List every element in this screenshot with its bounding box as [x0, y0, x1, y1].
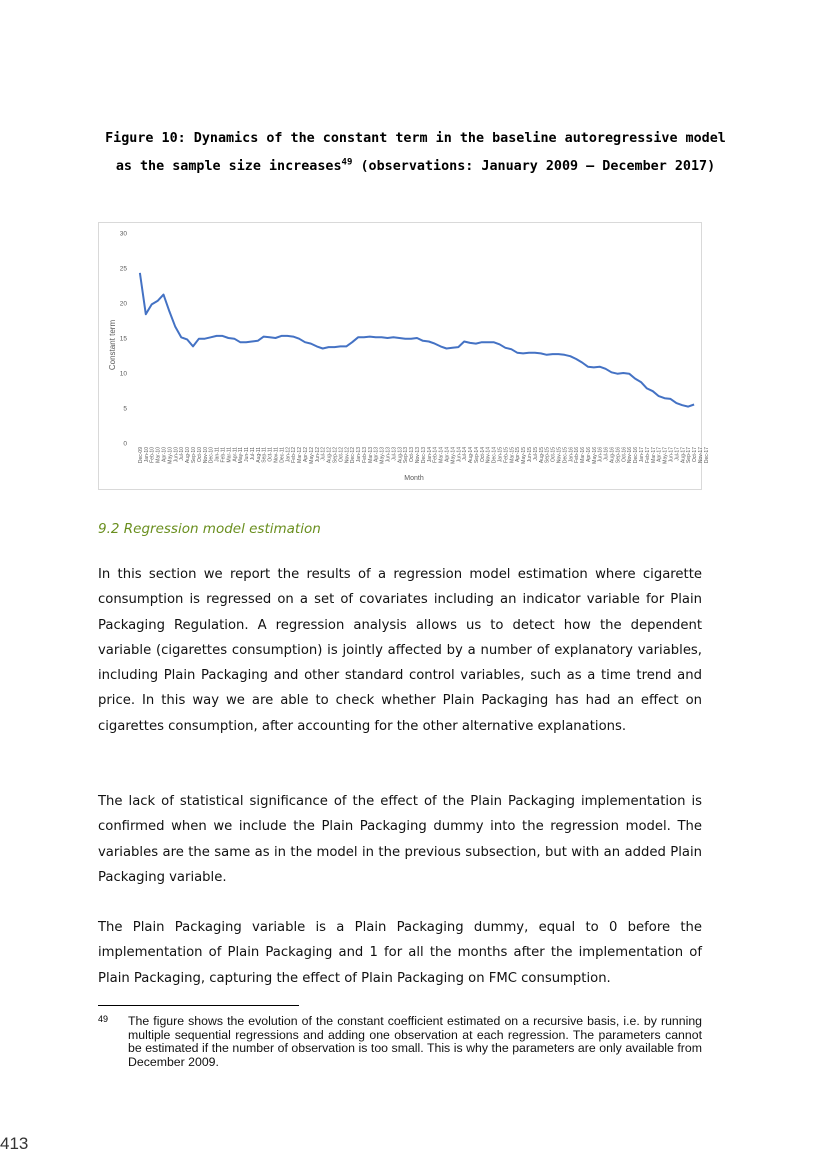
x-tick-label: Nov-12 [344, 447, 351, 464]
x-tick-label: Apr-16 [585, 447, 592, 463]
x-tick-label: Feb-17 [644, 447, 651, 463]
x-tick-label: May-16 [591, 447, 598, 464]
x-tick-label: Feb-13 [361, 447, 368, 463]
x-tick-label: Jan-12 [285, 447, 292, 463]
x-tick-label: Mar-16 [580, 447, 587, 463]
x-tick-label: Dec-15 [562, 447, 569, 464]
x-tick-label: Feb-15 [503, 447, 510, 463]
x-tick-label: Sep-15 [544, 447, 551, 464]
x-tick-label: Sep-14 [473, 447, 480, 464]
x-tick-label: Dec-14 [491, 447, 498, 464]
paragraph-3: The Plain Packaging variable is a Plain Packaging dummy, equal to 0 before the implementation of Plain Packaging and 1 for all the months after the implementation of Plain Packaging, capturing the effect of Plain Packaging on FMC consumption. [98, 920, 702, 986]
page-number: 413 [0, 1134, 29, 1153]
x-tick-label: Dec-12 [350, 447, 357, 464]
x-tick-label: Sep-12 [332, 447, 339, 464]
x-tick-label: Mar-10 [155, 447, 162, 463]
x-tick-label: Apr-14 [444, 447, 451, 463]
line-chart [98, 222, 710, 490]
x-tick-label: Aug-12 [326, 447, 333, 464]
x-tick-label: Sep-13 [403, 447, 410, 464]
y-tick-label: 20 [119, 300, 127, 308]
figure-title-text: Figure 10: Dynamics of the constant term in the baseline autoregressive model as the sample size increases [105, 131, 726, 174]
y-axis [120, 231, 128, 448]
x-tick-label: May-14 [450, 447, 457, 464]
x-tick-label: Jul-15 [532, 447, 539, 461]
x-tick-label: Jun-14 [456, 447, 463, 463]
x-tick-label: Nov-13 [415, 447, 421, 464]
x-tick-label: Dec-09 [137, 447, 144, 464]
x-tick-label: Jun-13 [385, 447, 392, 463]
x-tick-label: Oct-10 [196, 447, 203, 463]
y-tick-label: 10 [119, 370, 127, 378]
x-tick-label: Apr-10 [161, 447, 168, 463]
x-tick-label: Jul-10 [179, 447, 186, 461]
footnote-number: 49 [98, 1014, 109, 1024]
y-tick-label: 25 [119, 265, 127, 273]
x-tick-label: Jul-17 [674, 447, 681, 461]
x-tick-label: May-10 [167, 447, 174, 464]
x-tick-label: Jul-14 [462, 447, 469, 461]
x-tick-label: Nov-11 [273, 447, 280, 463]
x-tick-label: Oct-12 [338, 447, 345, 463]
footnote-ref[interactable]: 49 [341, 157, 353, 168]
x-tick-label: Oct-14 [479, 447, 486, 463]
footnote-separator [98, 1005, 299, 1006]
x-tick-label: Jun-11 [244, 447, 251, 462]
x-tick-label: Mar-15 [509, 447, 516, 463]
y-tick-label: 15 [119, 335, 127, 343]
x-tick-label: Aug-13 [397, 447, 404, 464]
y-axis-title: Constant term [108, 319, 117, 371]
x-tick-label: Jan-15 [497, 447, 504, 463]
x-tick-label: Apr-15 [515, 447, 522, 463]
x-tick-label: Sep-16 [615, 447, 622, 464]
x-tick-label: Oct-15 [550, 447, 557, 463]
x-axis-title: Month [404, 475, 424, 482]
x-tick-label: Feb-16 [574, 447, 581, 463]
figure-title-tail: (observations: January 2009 – December 2017) [352, 159, 716, 174]
x-tick-label: Mar-14 [438, 447, 445, 463]
y-tick-label: 5 [123, 405, 127, 413]
x-tick-label: Sep-17 [686, 447, 693, 464]
x-tick-label: Jul-12 [320, 447, 327, 461]
x-tick-label: May-13 [379, 447, 386, 464]
x-tick-label: Aug-15 [538, 447, 545, 464]
x-tick-label: Dec-13 [420, 447, 427, 464]
x-tick-label: Jan-11 [214, 447, 221, 462]
x-tick-label: Dec-11 [279, 447, 286, 463]
x-tick-label: Jun-15 [527, 447, 533, 463]
x-tick-label: Mar-17 [650, 447, 657, 463]
paragraph-1: In this section we report the results of a regression model estimation where cigarette consumption is regressed on a set of covariates including an indicator variable for Plain Packaging Regulation. A regression analysis allows us to detect how the dependent variable (cigarettes consumption) is jointly affected by a number of explanatory variables, including Plain Packaging and other standard control variables, such as a time trend and price. In this way we are able to check whether Plain Packaging has had an effect on cigarettes consumption, after accounting for the other alternative explanations. [98, 567, 702, 734]
x-tick-label: Feb-12 [291, 447, 298, 463]
x-tick-label: Mar-11 [226, 447, 233, 463]
x-tick-label: Oct-16 [621, 447, 628, 463]
x-axis [138, 447, 710, 464]
x-tick-label: Jun-10 [173, 447, 180, 463]
x-tick-label: Jan-13 [356, 447, 363, 463]
x-tick-label: Nov-14 [485, 447, 492, 464]
x-tick-label: Dec-10 [208, 447, 215, 464]
x-tick-label: Jan-14 [426, 447, 433, 463]
x-tick-label: Oct-13 [409, 447, 416, 463]
x-tick-label: Sep-11 [261, 447, 268, 463]
x-tick-label: Oct-11 [267, 447, 274, 462]
x-tick-label: Aug-14 [468, 447, 475, 464]
x-tick-label: Aug-16 [609, 447, 616, 464]
y-tick-label: 0 [123, 440, 127, 448]
x-tick-label: Apr-11 [232, 447, 239, 462]
x-tick-label: Nov-16 [627, 447, 634, 464]
x-tick-label: May-15 [521, 447, 528, 464]
x-tick-label: May-11 [238, 447, 245, 464]
figure-title [98, 125, 733, 181]
x-tick-label: May-12 [308, 447, 315, 464]
x-tick-label: Jul-16 [603, 447, 610, 461]
x-tick-label: Jul-13 [391, 447, 398, 461]
x-tick-label: May-17 [662, 447, 669, 464]
chart-svg [99, 223, 710, 489]
x-tick-label: Feb-11 [220, 447, 227, 463]
x-tick-label: Oct-17 [692, 447, 699, 463]
x-tick-label: Jun-12 [314, 447, 321, 463]
x-tick-label: Jan-16 [568, 447, 575, 463]
x-tick-label: Aug-10 [185, 447, 192, 464]
section-heading: 9.2 Regression model estimation [98, 521, 321, 537]
x-tick-label: Jan-17 [639, 447, 645, 463]
series-line [140, 273, 694, 407]
x-tick-label: Feb-14 [432, 447, 439, 463]
x-tick-label: Mar-12 [297, 447, 304, 463]
footnote-text: The figure shows the evolution of the constant coefficient estimated on a recursive basis, i.e. by running multiple sequential regressions and adding one observation at each regression. The parameters cannot be estimated if the number of observation is too small. This is why the parameters are only available from December 2009. [128, 1014, 702, 1069]
paragraph-2: The lack of statistical significance of the effect of the Plain Packaging implementation is confirmed when we include the Plain Packaging dummy into the regression model. The variables are the same as in the model in the previous subsection, but with an added Plain Packaging variable. [98, 794, 702, 885]
y-tick-label: 30 [119, 230, 127, 238]
x-tick-label: Jul-11 [249, 447, 256, 461]
x-tick-label: Dec-16 [633, 447, 640, 464]
x-tick-label: Nov-15 [556, 447, 563, 464]
x-tick-label: Mar-13 [367, 447, 374, 463]
x-tick-label: Nov-10 [202, 447, 209, 464]
x-tick-label: Jun-17 [668, 447, 675, 463]
x-tick-label: Nov-17 [697, 447, 704, 464]
x-tick-label: Dec-17 [703, 447, 710, 464]
x-tick-label: Apr-13 [373, 447, 380, 463]
x-tick-label: Sep-10 [191, 447, 197, 464]
x-tick-label: Jan-10 [143, 447, 150, 463]
x-tick-label: Apr-17 [656, 447, 663, 463]
x-tick-label: Feb-10 [149, 447, 156, 463]
x-tick-label: Aug-17 [680, 447, 687, 464]
x-tick-label: Apr-12 [303, 447, 309, 463]
x-tick-label: Jun-16 [597, 447, 604, 463]
x-tick-label: Aug-11 [255, 447, 262, 463]
